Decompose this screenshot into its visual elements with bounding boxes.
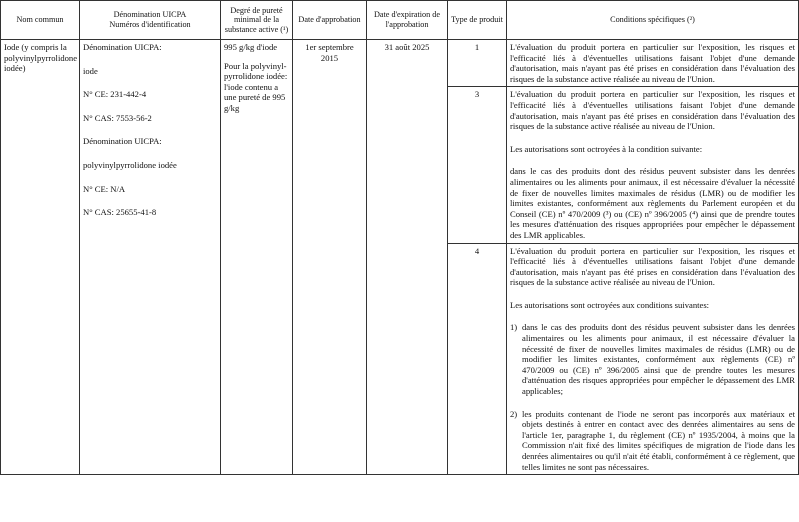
- list-item-number: 1): [510, 322, 518, 333]
- iupac-item: polyvinylpyrrolidone iodée: [83, 159, 177, 170]
- list-item-number: 2): [510, 408, 518, 419]
- conditions-cell: [507, 40, 799, 87]
- common-name-cell: [1, 40, 80, 475]
- iupac-item: N° CE: 231-442-4: [83, 89, 147, 100]
- product-type-cell: [448, 87, 507, 243]
- iupac-cell: [80, 40, 221, 475]
- condition-paragraph: L'évaluation du produit portera en particulier sur l'exposition, les risques et l'efficacité liés à d'éventuelles utilisations faisant l'objet d'une demande d'autorisation, mais n'ayant pas été prises en considération dans l'évaluation des risques de la substance active réalisée au niveau de l'Union.: [510, 42, 795, 84]
- approval-date-cell: [293, 40, 367, 475]
- list-item-text: les produits contenant de l'iode ne seront pas incorporés aux matériaux et objets destinés à entrer en contact avec des denrées alimentaires au sens de l'article 1er, paragraphe 1, du règlement (CE) nº 1935/2004, à moins que la Commission n'ait fixé des limites spécifiques de migration de l'iode dans les denrées alimentaires ou qu'il n'ait été établi, conformément à ce règlement, que telles limites ne sont pas nécessaires.: [522, 408, 795, 472]
- purity-iodine: 995 g/kg d'iode: [224, 42, 278, 52]
- conditions-cell: [507, 87, 799, 243]
- condition-paragraph: Les autorisations sont octroyées à la condition suivante:: [510, 143, 703, 154]
- iupac-item: N° CE: N/A: [83, 183, 126, 194]
- product-type: 4: [474, 245, 480, 256]
- approval-date: 1er septembre 2015: [305, 42, 354, 63]
- condition-paragraph: L'évaluation du produit portera en particulier sur l'exposition, les risques et l'efficacité liés à d'éventuelles utilisations faisant l'objet d'une demande d'autorisation, mais n'ayant pas été prises en considération dans l'évaluation des risques de la substance active réalisée au niveau de l'Union.: [510, 89, 795, 132]
- iupac-item: N° CAS: 25655-41-8: [83, 207, 157, 218]
- expiry-date: 31 août 2025: [384, 42, 430, 52]
- list-item-text: dans le cas des produits dont des résidus peuvent subsister dans les denrées alimentaires ou les aliments pour animaux, il est nécessaire d'évaluer la nécessité de fixer de nouvelles limites maximales de résidus (LMR) ou de modifier les limites existantes, conformément aux règlements (CE) nº 470/2009 ou (CE) nº 396/2005 ainsi que de prendre toutes les mesures d'atténuation des risques appropriées pour empêcher le dépassement des LMR applicables;: [522, 322, 795, 397]
- header-purity: Degré de pureté minimal de la substance active (¹): [221, 1, 293, 40]
- condition-list-item: [510, 322, 795, 396]
- product-type: 1: [474, 42, 480, 52]
- iupac-item: iode: [83, 65, 98, 76]
- header-iupac-name: Dénomination UICPA Numéros d'identification: [80, 1, 221, 40]
- header-specific-conditions: Conditions spécifiques (²): [507, 1, 799, 40]
- iupac-item: Dénomination UICPA:: [83, 42, 162, 52]
- iupac-item: Dénomination UICPA:: [83, 136, 162, 147]
- expiry-date-cell: [367, 40, 448, 475]
- product-type: 3: [474, 89, 480, 100]
- common-name: Iode (y compris la polyvinylpyrrolidone iodée): [4, 42, 78, 74]
- purity-polyvinylpyrrolidone: Pour la polyvinyl-pyrrolidone iodée: l'iode contenu a une pureté de 995 g/kg: [224, 60, 288, 113]
- condition-list-item: [510, 409, 795, 473]
- condition-paragraph: L'évaluation du produit portera en particulier sur l'exposition, les risques et l'efficacité liés à d'éventuelles utilisations faisant l'objet d'une demande d'autorisation, mais n'ayant pas été prises en considération dans l'évaluation des risques de la substance active réalisée au niveau de l'Union.: [510, 245, 795, 288]
- iupac-item: N° CAS: 7553-56-2: [83, 112, 152, 123]
- header-expiry-date: Date d'expiration de l'approbation: [367, 1, 448, 40]
- header-product-type: Type de produit: [448, 1, 507, 40]
- condition-paragraph: Les autorisations sont octroyées aux conditions suivantes:: [510, 299, 710, 310]
- purity-cell: [221, 40, 293, 475]
- condition-paragraph: dans le cas des produits dont des résidus peuvent subsister dans les denrées alimentaires ou les aliments pour animaux, il est nécessaire d'évaluer la nécessité de fixer de nouvelles limites maximales de résidus (LMR) ou de modifier les limites existantes, conformément aux règlements du Parlement européen et du Conseil (CE) nº 470/2009 (³) ou (CE) nº 396/2005 (⁴) ainsi que de prendre toutes les mesures d'atténuation des risques appropriées pour empêcher le dépassement des LMR applicables.: [510, 166, 795, 240]
- table-header-row: [1, 1, 799, 40]
- header-common-name: Nom commun: [1, 1, 80, 40]
- product-type-cell: [448, 40, 507, 87]
- table-row: [1, 40, 799, 87]
- conditions-cell: [507, 243, 799, 475]
- header-approval-date: Date d'approbation: [293, 1, 367, 40]
- product-type-cell: [448, 243, 507, 475]
